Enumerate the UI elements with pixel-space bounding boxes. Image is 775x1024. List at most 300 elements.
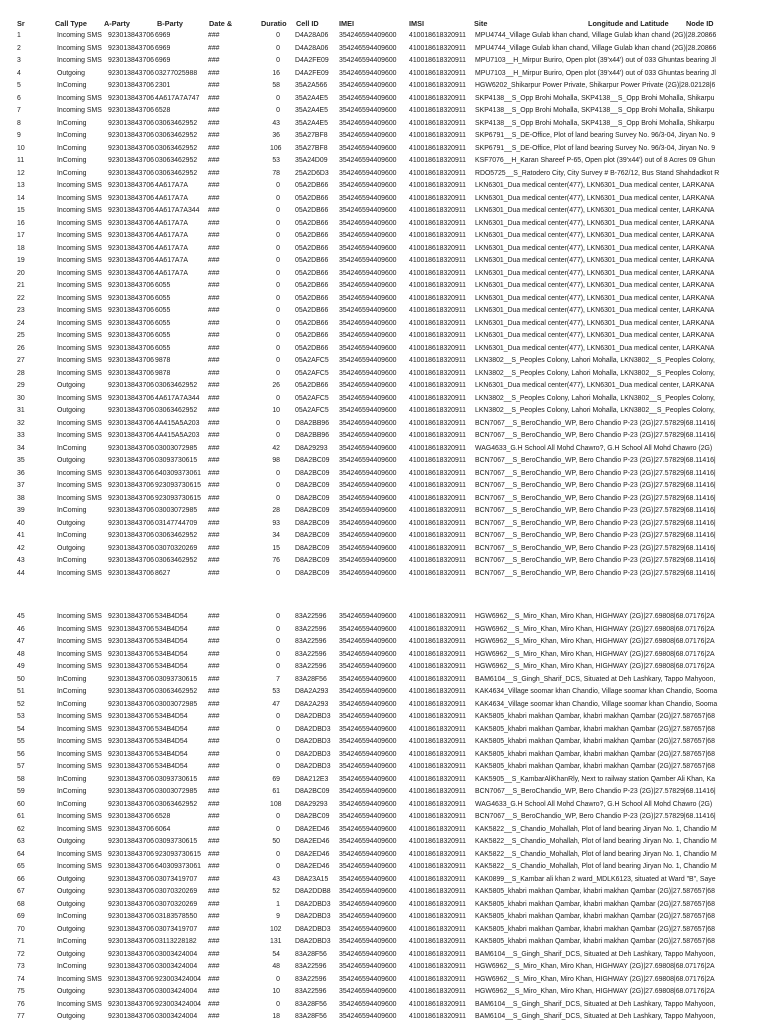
b-party-cell: 4A617A7A xyxy=(155,219,188,227)
a-party-cell: 923013843706 xyxy=(108,1013,154,1020)
b-party-cell: 03093730615 xyxy=(155,838,198,845)
sr-cell: 8 xyxy=(17,119,21,127)
a-party-cell: 923013843706 xyxy=(108,750,154,758)
date-cell: ### xyxy=(208,44,220,52)
cell-id-cell: D8A2BC09 xyxy=(295,557,330,564)
imei-cell: 354246594409600 xyxy=(339,613,397,620)
date-cell: ### xyxy=(208,107,220,114)
header-a-party: A-Party xyxy=(104,19,130,28)
table-row xyxy=(0,93,768,106)
cell-id-cell: D8A2BC09 xyxy=(295,469,330,477)
site-cell: HGW6962__S_Miro_Khan, Miro Khan, HIGHWAY (2G)|27.69808|68.07176|2A xyxy=(475,613,715,620)
cell-id-cell: D8A2BC09 xyxy=(295,507,330,514)
table-row xyxy=(0,280,768,293)
imsi-cell: 410018618320911 xyxy=(409,663,466,670)
a-party-cell: 923013843706 xyxy=(108,432,154,439)
imsi-cell: 410018618320911 xyxy=(409,688,466,695)
date-cell: ### xyxy=(208,838,220,845)
site-cell: MPU7103__H_Mirpur Buriro, Open plot (39'x44') out of 033 Ghuntas bearing Jl xyxy=(475,57,716,64)
call-type-cell: InComing xyxy=(57,132,87,139)
date-cell: ### xyxy=(208,119,220,127)
a-party-cell: 923013843706 xyxy=(108,344,154,352)
table-row xyxy=(0,949,768,962)
duration-cell: 0 xyxy=(276,294,280,302)
duration-cell: 0 xyxy=(276,725,280,733)
b-party-cell: 03113228182 xyxy=(155,938,197,945)
sr-cell: 47 xyxy=(17,638,25,645)
cell-id-cell: 05A2DB66 xyxy=(295,382,329,389)
date-cell: ### xyxy=(208,182,220,189)
date-cell: ### xyxy=(208,532,220,539)
duration-cell: 0 xyxy=(276,182,280,189)
table-row xyxy=(0,699,768,712)
b-party-cell: 03093730615 xyxy=(155,775,198,783)
a-party-cell: 923013843706 xyxy=(108,44,154,52)
b-party-cell: 6528 xyxy=(155,107,171,114)
sr-cell: 17 xyxy=(17,232,25,239)
date-cell: ### xyxy=(208,725,220,733)
table-row xyxy=(0,155,768,168)
imsi-cell: 410018618320911 xyxy=(409,725,466,733)
sr-cell: 39 xyxy=(17,507,25,514)
imei-cell: 354246594409600 xyxy=(339,1000,397,1008)
table-row xyxy=(0,999,768,1012)
date-cell: ### xyxy=(208,788,220,795)
date-cell: ### xyxy=(208,432,220,439)
b-party-cell: 534B4D54 xyxy=(155,638,188,645)
date-cell: ### xyxy=(208,94,220,102)
call-type-cell: Incoming SMS xyxy=(57,94,102,102)
a-party-cell: 923013843706 xyxy=(108,294,154,302)
site-cell: KAK5822__S_Chandio_Mohallah, Plot of land bearing Jiryan No. 1, Chandio M xyxy=(475,850,717,858)
imsi-cell: 410018618320911 xyxy=(409,494,466,502)
site-cell: LKN6301_Dua medical center(477), LKN6301_Dua medical center, LARKANA xyxy=(475,282,715,289)
a-party-cell: 923013843706 xyxy=(108,382,154,389)
date-cell: ### xyxy=(208,57,220,64)
cell-id-cell: 83A28F56 xyxy=(295,950,327,958)
b-party-cell: 03063462952 xyxy=(155,132,198,139)
imsi-cell: 410018618320911 xyxy=(409,613,466,620)
sr-cell: 24 xyxy=(17,319,25,327)
a-party-cell: 923013843706 xyxy=(108,725,154,733)
b-party-cell: 03063462952 xyxy=(155,557,198,564)
a-party-cell: 923013843706 xyxy=(108,788,154,795)
cell-id-cell: 83A22596 xyxy=(295,663,327,670)
duration-cell: 43 xyxy=(272,119,280,127)
a-party-cell: 923013843706 xyxy=(108,457,154,464)
b-party-cell: 03003424004 xyxy=(155,988,198,995)
site-cell: LKN6301_Dua medical center(477), LKN6301_Dua medical center, LARKANA xyxy=(475,344,715,352)
imei-cell: 354246594409600 xyxy=(339,107,397,114)
imei-cell: 354246594409600 xyxy=(339,57,397,64)
imsi-cell: 410018618320911 xyxy=(409,82,466,89)
imsi-cell: 410018618320911 xyxy=(409,182,466,189)
b-party-cell: 03073419707 xyxy=(155,925,198,933)
date-cell: ### xyxy=(208,394,220,402)
a-party-cell: 923013843706 xyxy=(108,232,154,239)
a-party-cell: 923013843706 xyxy=(108,119,154,127)
site-cell: BCN7067__S_BeroChandio_WP, Bero Chandio P-23 (2G)|27.57829|68.11416| xyxy=(475,507,716,514)
b-party-cell: 534B4D54 xyxy=(155,650,188,658)
call-type-cell: Incoming SMS xyxy=(57,419,102,427)
call-type-cell: Incoming SMS xyxy=(57,307,102,314)
date-cell: ### xyxy=(208,32,220,39)
cell-id-cell: D8A2DBD3 xyxy=(295,925,331,933)
imei-cell: 354246594409600 xyxy=(339,763,397,770)
date-cell: ### xyxy=(208,800,220,808)
b-party-cell: 4A617A7A xyxy=(155,257,188,264)
table-row xyxy=(0,899,768,912)
date-cell: ### xyxy=(208,219,220,227)
site-cell: BAM6104__S_Gingh_Sharif_DCS, Situated at Deh Lashkary, Tappo Mahyoon, xyxy=(475,1000,716,1008)
call-type-cell: Incoming SMS xyxy=(57,1000,102,1008)
date-cell: ### xyxy=(208,407,220,414)
a-party-cell: 923013843706 xyxy=(108,638,154,645)
imsi-cell: 410018618320911 xyxy=(409,544,466,552)
table-row xyxy=(0,774,768,787)
table-row xyxy=(0,193,768,206)
date-cell: ### xyxy=(208,663,220,670)
b-party-cell: 03003424004 xyxy=(155,963,198,970)
sr-cell: 59 xyxy=(17,788,25,795)
sr-cell: 14 xyxy=(17,194,25,202)
a-party-cell: 923013843706 xyxy=(108,625,154,633)
cell-id-cell: D8A2A293 xyxy=(295,700,329,708)
a-party-cell: 923013843706 xyxy=(108,1000,154,1008)
imsi-cell: 410018618320911 xyxy=(409,419,466,427)
table-row xyxy=(0,761,768,774)
call-type-cell: Outgoing xyxy=(57,1013,85,1020)
table-row xyxy=(0,543,768,556)
site-cell: LKN6301_Dua medical center(477), LKN6301_Dua medical center, LARKANA xyxy=(475,332,715,339)
table-row xyxy=(0,518,768,531)
duration-cell: 0 xyxy=(276,569,280,577)
sr-cell: 18 xyxy=(17,244,25,252)
imei-cell: 354246594409600 xyxy=(339,157,397,164)
a-party-cell: 923013843706 xyxy=(108,825,154,833)
date-cell: ### xyxy=(208,900,220,908)
b-party-cell: 6055 xyxy=(155,282,171,289)
a-party-cell: 923013843706 xyxy=(108,938,154,945)
sr-cell: 46 xyxy=(17,625,25,633)
site-cell: BCN7067__S_BeroChandio_WP, Bero Chandio P-23 (2G)|27.57829|68.11416| xyxy=(475,432,716,439)
imsi-cell: 410018618320911 xyxy=(409,207,466,214)
call-type-cell: Incoming SMS xyxy=(57,57,102,64)
a-party-cell: 923013843706 xyxy=(108,94,154,102)
cell-id-cell: D8A23A15 xyxy=(295,875,329,883)
date-cell: ### xyxy=(208,132,220,139)
cell-id-cell: D8A2DBD3 xyxy=(295,725,331,733)
a-party-cell: 923013843706 xyxy=(108,544,154,552)
duration-cell: 0 xyxy=(276,432,280,439)
cell-id-cell: D8A29293 xyxy=(295,800,328,808)
imei-cell: 354246594409600 xyxy=(339,369,397,377)
b-party-cell: 534B4D54 xyxy=(155,613,188,620)
b-party-cell: 03003424004 xyxy=(155,1013,198,1020)
sr-cell: 33 xyxy=(17,432,25,439)
table-row xyxy=(0,849,768,862)
duration-cell: 102 xyxy=(270,925,282,933)
cell-id-cell: D8A2BB96 xyxy=(295,432,330,439)
date-cell: ### xyxy=(208,82,220,89)
call-type-cell: Incoming SMS xyxy=(57,569,102,577)
table-row xyxy=(0,493,768,506)
imei-cell: 354246594409600 xyxy=(339,419,397,427)
cell-id-cell: 05A2DB66 xyxy=(295,344,329,352)
date-cell: ### xyxy=(208,557,220,564)
site-cell: HGW6962__S_Miro_Khan, Miro Khan, HIGHWAY (2G)|27.69808|68.07176|2A xyxy=(475,975,715,983)
site-cell: SKP4138__S_Opp Brohi Mohalla, SKP4138__S_Opp Brohi Mohalla, Shikarpu xyxy=(475,107,715,114)
duration-cell: 0 xyxy=(276,482,280,489)
imsi-cell: 410018618320911 xyxy=(409,950,466,958)
imei-cell: 354246594409600 xyxy=(339,775,397,783)
table-row xyxy=(0,861,768,874)
call-type-cell: Incoming SMS xyxy=(57,107,102,114)
b-party-cell: 4A617A7A xyxy=(155,182,188,189)
call-type-cell: InComing xyxy=(57,800,87,808)
imsi-cell: 410018618320911 xyxy=(409,650,466,658)
table-row xyxy=(0,530,768,543)
call-type-cell: Incoming SMS xyxy=(57,850,102,858)
imei-cell: 354246594409600 xyxy=(339,638,397,645)
sr-cell: 76 xyxy=(17,1000,25,1008)
table-row xyxy=(0,218,768,231)
b-party-cell: 03063462952 xyxy=(155,382,198,389)
table-row xyxy=(0,293,768,306)
cell-id-cell: 83A22596 xyxy=(295,975,327,983)
site-cell: LKN6301_Dua medical center(477), LKN6301_Dua medical center, LARKANA xyxy=(475,307,715,314)
call-type-cell: Incoming SMS xyxy=(57,638,102,645)
duration-cell: 0 xyxy=(276,357,280,364)
call-type-cell: Outgoing xyxy=(57,925,85,933)
duration-cell: 47 xyxy=(272,700,280,708)
site-cell: BCN7067__S_BeroChandio_WP, Bero Chandio P-23 (2G)|27.57829|68.11416| xyxy=(475,788,716,795)
a-party-cell: 923013843706 xyxy=(108,257,154,264)
b-party-cell: 03003072985 xyxy=(155,700,198,708)
a-party-cell: 923013843706 xyxy=(108,107,154,114)
date-cell: ### xyxy=(208,344,220,352)
cell-id-cell: 35A2A4E5 xyxy=(295,94,328,102)
cell-id-cell: 83A28F56 xyxy=(295,1000,327,1008)
call-type-cell: InComing xyxy=(57,119,87,127)
duration-cell: 0 xyxy=(276,282,280,289)
sr-cell: 50 xyxy=(17,675,25,683)
b-party-cell: 8627 xyxy=(155,569,171,577)
sr-cell: 11 xyxy=(17,157,25,164)
imei-cell: 354246594409600 xyxy=(339,700,397,708)
b-party-cell: 6055 xyxy=(155,319,171,327)
call-type-cell: Incoming SMS xyxy=(57,813,102,820)
imsi-cell: 410018618320911 xyxy=(409,988,466,995)
imsi-cell: 410018618320911 xyxy=(409,432,466,439)
b-party-cell: 4A415A5A203 xyxy=(155,419,200,427)
sr-cell: 74 xyxy=(17,975,25,983)
call-type-cell: Incoming SMS xyxy=(57,332,102,339)
cell-id-cell: 05A2DB66 xyxy=(295,307,329,314)
site-cell: WAG4633_G.H School All Mohd Chawro?, G.H School All Mohd Chawro (2G) xyxy=(475,800,713,808)
site-cell: BCN7067__S_BeroChandio_WP, Bero Chandio P-23 (2G)|27.57829|68.11416| xyxy=(475,813,716,820)
call-type-cell: InComing xyxy=(57,913,87,920)
site-cell: HGW6962__S_Miro_Khan, Miro Khan, HIGHWAY (2G)|27.69808|68.07176|2A xyxy=(475,988,715,995)
sr-cell: 22 xyxy=(17,294,25,302)
sr-cell: 75 xyxy=(17,988,25,995)
b-party-cell: 03183578550 xyxy=(155,913,198,920)
imsi-cell: 410018618320911 xyxy=(409,519,466,527)
table-row xyxy=(0,168,768,181)
table-row xyxy=(0,636,768,649)
sr-cell: 49 xyxy=(17,663,25,670)
imsi-cell: 410018618320911 xyxy=(409,975,466,983)
sr-cell: 77 xyxy=(17,1013,25,1020)
table-row xyxy=(0,924,768,937)
call-type-cell: Incoming SMS xyxy=(57,613,102,620)
date-cell: ### xyxy=(208,319,220,327)
duration-cell: 0 xyxy=(276,813,280,820)
site-cell: KAK4634_Village soomar khan Chandio, Village soomar khan Chandio, Sooma xyxy=(475,688,718,695)
site-cell: SKP4138__S_Opp Brohi Mohalla, SKP4138__S_Opp Brohi Mohalla, Shikarpu xyxy=(475,94,715,102)
records-block-2 xyxy=(0,611,768,1024)
b-party-cell: 640309373061 xyxy=(155,469,201,477)
site-cell: BCN7067__S_BeroChandio_WP, Bero Chandio P-23 (2G)|27.57829|68.11416| xyxy=(475,494,716,502)
site-cell: LKN6301_Dua medical center(477), LKN6301_Dua medical center, LARKANA xyxy=(475,182,715,189)
imei-cell: 354246594409600 xyxy=(339,182,397,189)
a-party-cell: 923013843706 xyxy=(108,282,154,289)
table-row xyxy=(0,80,768,93)
table-row xyxy=(0,243,768,256)
cell-id-cell: D8A2A293 xyxy=(295,688,329,695)
imsi-cell: 410018618320911 xyxy=(409,257,466,264)
table-row xyxy=(0,130,768,143)
call-type-cell: Incoming SMS xyxy=(57,494,102,502)
a-party-cell: 923013843706 xyxy=(108,675,154,683)
imsi-cell: 410018618320911 xyxy=(409,482,466,489)
duration-cell: 0 xyxy=(276,269,280,277)
a-party-cell: 923013843706 xyxy=(108,194,154,202)
sr-cell: 26 xyxy=(17,344,25,352)
imei-cell: 354246594409600 xyxy=(339,357,397,364)
sr-cell: 65 xyxy=(17,863,25,870)
imei-cell: 354246594409600 xyxy=(339,444,397,452)
call-type-cell: InComing xyxy=(57,507,87,514)
imei-cell: 354246594409600 xyxy=(339,319,397,327)
sr-cell: 55 xyxy=(17,738,25,745)
duration-cell: 53 xyxy=(272,688,280,695)
imsi-cell: 410018618320911 xyxy=(409,244,466,252)
header-b-party: B-Party xyxy=(157,19,183,28)
a-party-cell: 923013843706 xyxy=(108,713,154,720)
imsi-cell: 410018618320911 xyxy=(409,194,466,202)
sr-cell: 67 xyxy=(17,888,25,895)
date-cell: ### xyxy=(208,638,220,645)
imsi-cell: 410018618320911 xyxy=(409,713,466,720)
a-party-cell: 923013843706 xyxy=(108,507,154,514)
sr-cell: 66 xyxy=(17,875,25,883)
site-cell: HGW6962__S_Miro_Khan, Miro Khan, HIGHWAY (2G)|27.69808|68.07176|2A xyxy=(475,650,715,658)
duration-cell: 0 xyxy=(276,494,280,502)
table-row xyxy=(0,380,768,393)
cell-id-cell: D8A2BC09 xyxy=(295,519,330,527)
header-duration: Duratio xyxy=(261,19,287,28)
b-party-cell: 03063462952 xyxy=(155,119,198,127)
sr-cell: 7 xyxy=(17,107,21,114)
duration-cell: 0 xyxy=(276,194,280,202)
sr-cell: 3 xyxy=(17,57,21,64)
a-party-cell: 923013843706 xyxy=(108,800,154,808)
table-row xyxy=(0,611,768,624)
imsi-cell: 410018618320911 xyxy=(409,1000,466,1008)
imei-cell: 354246594409600 xyxy=(339,913,397,920)
imei-cell: 354246594409600 xyxy=(339,738,397,745)
a-party-cell: 923013843706 xyxy=(108,569,154,577)
date-cell: ### xyxy=(208,813,220,820)
date-cell: ### xyxy=(208,507,220,514)
date-cell: ### xyxy=(208,482,220,489)
date-cell: ### xyxy=(208,332,220,339)
a-party-cell: 923013843706 xyxy=(108,419,154,427)
call-type-cell: InComing xyxy=(57,788,87,795)
duration-cell: 0 xyxy=(276,625,280,633)
a-party-cell: 923013843706 xyxy=(108,838,154,845)
call-type-cell: Outgoing xyxy=(57,457,85,464)
duration-cell: 28 xyxy=(272,507,280,514)
duration-cell: 78 xyxy=(272,169,280,177)
table-row xyxy=(0,443,768,456)
a-party-cell: 923013843706 xyxy=(108,813,154,820)
a-party-cell: 923013843706 xyxy=(108,663,154,670)
imei-cell: 354246594409600 xyxy=(339,294,397,302)
imsi-cell: 410018618320911 xyxy=(409,469,466,477)
imsi-cell: 410018618320911 xyxy=(409,269,466,277)
imei-cell: 354246594409600 xyxy=(339,963,397,970)
call-type-cell: InComing xyxy=(57,144,87,152)
call-type-cell: Incoming SMS xyxy=(57,863,102,870)
sr-cell: 34 xyxy=(17,444,25,452)
cell-id-cell: D8A2DBD3 xyxy=(295,750,331,758)
duration-cell: 0 xyxy=(276,419,280,427)
call-type-cell: Outgoing xyxy=(57,888,85,895)
site-cell: LKN3802__S_Peoples Colony, Lahori Mohalla, LKN3802__S_Peoples Colony, xyxy=(475,407,715,414)
b-party-cell: 9878 xyxy=(155,369,171,377)
a-party-cell: 923013843706 xyxy=(108,850,154,858)
imsi-cell: 410018618320911 xyxy=(409,863,466,870)
site-cell: LKN6301_Dua medical center(477), LKN6301_Dua medical center, LARKANA xyxy=(475,294,715,302)
a-party-cell: 923013843706 xyxy=(108,407,154,414)
imei-cell: 354246594409600 xyxy=(339,825,397,833)
imsi-cell: 410018618320911 xyxy=(409,813,466,820)
imsi-cell: 410018618320911 xyxy=(409,638,466,645)
a-party-cell: 923013843706 xyxy=(108,913,154,920)
imsi-cell: 410018618320911 xyxy=(409,219,466,227)
cell-id-cell: 05A2DB66 xyxy=(295,269,329,277)
imei-cell: 354246594409600 xyxy=(339,394,397,402)
imsi-cell: 410018618320911 xyxy=(409,625,466,633)
sr-cell: 23 xyxy=(17,307,25,314)
sr-cell: 30 xyxy=(17,394,25,402)
cell-id-cell: D8A2BC09 xyxy=(295,544,330,552)
sr-cell: 4 xyxy=(17,69,21,77)
duration-cell: 0 xyxy=(276,32,280,39)
cell-id-cell: D8A2BC09 xyxy=(295,494,330,502)
duration-cell: 69 xyxy=(272,775,280,783)
a-party-cell: 923013843706 xyxy=(108,482,154,489)
duration-cell: 48 xyxy=(272,963,280,970)
call-type-cell: Incoming SMS xyxy=(57,182,102,189)
duration-cell: 0 xyxy=(276,713,280,720)
b-party-cell: 4A617A7A xyxy=(155,269,188,277)
header-imsi: IMSI xyxy=(409,19,424,28)
cell-id-cell: D8A212E3 xyxy=(295,775,329,783)
cell-id-cell: 05A2DB66 xyxy=(295,232,329,239)
